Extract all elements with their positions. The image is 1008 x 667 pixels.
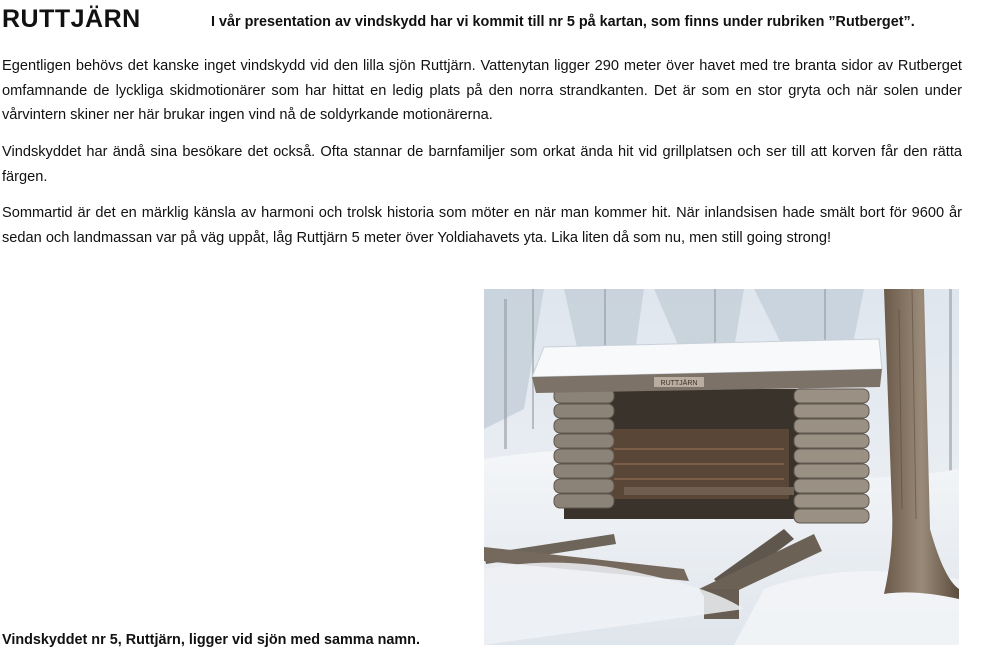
photo-caption: Vindskyddet nr 5, Ruttjärn, ligger vid sjön med samma namn.	[2, 632, 420, 648]
shelter-sign-text: RUTTJÄRN	[660, 380, 698, 387]
shelter-photo-illustration	[484, 289, 959, 645]
page-title: RUTTJÄRN	[2, 5, 141, 33]
paragraph-3: Sommartid är det en märklig känsla av harmoni och trolsk historia som möter en när man kommer hit. När inlandsisen hade smält bort för 9600 år sedan och landmassan var på väg uppåt, låg Ruttjärn 5 meter över Yoldiahavets yta. Lika liten då som nu, men still going strong!	[2, 205, 962, 246]
intro-text: I vår presentation av vindskydd har vi kommit till nr 5 på kartan, som finns under rubriken ”Rutberget”.	[211, 14, 915, 30]
paragraph-2: Vindskyddet har ändå sina besökare det också. Ofta stannar de barnfamiljer som orkat ända hit vid grillplatsen och ser till att korven får den rätta färgen.	[2, 144, 962, 185]
shelter-photo	[484, 289, 959, 645]
paragraph-1: Egentligen behövs det kanske inget vindskydd vid den lilla sjön Ruttjärn. Vattenytan ligger 290 meter över havet med tre branta sidor av Rutberget omfamnande de lyckliga skidmotionärer som har hittat en ledig plats på den norra strandkanten. Det är som en stor gryta och när solen under vårvintern skiner ner här brukar ingen vind nå de soldyrkande motionärerna.	[2, 58, 962, 123]
